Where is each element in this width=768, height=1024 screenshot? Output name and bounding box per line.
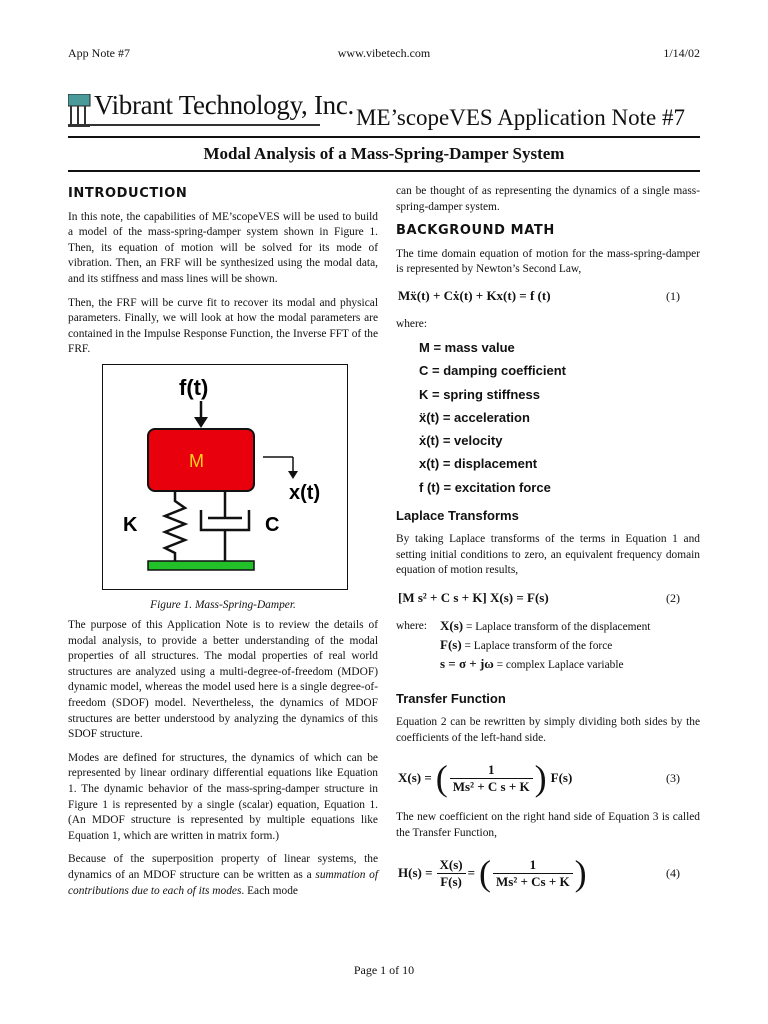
force-label: f(t)	[179, 375, 209, 400]
laplace-definitions	[440, 617, 650, 674]
equation-1-number: (1)	[666, 289, 680, 303]
damper-label: C	[265, 514, 280, 536]
equation-1: Mẍ(t) + Cẋ(t) + Kx(t) = f (t)	[398, 288, 551, 303]
laplace-paragraph-wrap	[396, 532, 700, 587]
eq4-ratio-top: X(s)	[437, 857, 466, 874]
header-center[interactable]: www.vibetech.com	[337, 46, 431, 60]
subtitle-divider	[68, 170, 700, 172]
equation-4	[398, 851, 589, 895]
laplace-def-s-symbol: s = σ + jω	[440, 656, 494, 671]
transfer-paragraph-wrap	[396, 715, 700, 754]
laplace-def-s	[440, 655, 650, 674]
company-logo-text: Vibrant Technology, Inc.	[94, 90, 354, 120]
intro-paragraph-1: In this note, the capabilities of ME’scopeVES will be used to build a model of the mass-spring-damper system shown in Figure 1. Then, its equation of motion will be solved for its mode of vibration. Then, an FRF will be synthesized using the modal data, and its stiffness and mass lines will be shown.	[68, 210, 378, 285]
equation-3	[398, 756, 572, 800]
definition-force: f (t) = excitation force	[419, 479, 551, 495]
definition-stiffness: K = spring stiffness	[419, 386, 540, 402]
figure-1	[102, 364, 348, 590]
body-paragraph-5	[68, 852, 378, 899]
body-paragraph-3: The purpose of this Application Note is to review the details of modal analysis, to provide a better understanding of the modal properties of all structures. The modal properties of real world structures are analyzed using a multi-degree-of-freedom (MDOF) dynamic model, whereas the model used here is a single degree-of-freedom (SDOF) model. Nevertheless, the dynamics of MDOF structures are better understood by analyzing the dynamics of this SDOF structure.	[68, 619, 378, 741]
eq4-denominator: Ms² + Cs + K	[496, 873, 570, 889]
laplace-def-x-symbol: X(s)	[440, 618, 464, 633]
transfer-paragraph-2: The new coefficient on the right hand side of Equation 3 is called the Transfer Function,	[396, 811, 700, 839]
mass-label: M	[189, 451, 204, 471]
right-paragraph-1: The time domain equation of motion for the mass-spring-damper is represented by Newton’s Second Law,	[396, 247, 700, 276]
page-subtitle: Modal Analysis of a Mass-Spring-Damper System	[203, 144, 565, 163]
definition-displacement: x(t) = displacement	[419, 456, 538, 472]
eq4-equals: =	[467, 865, 476, 880]
header-right: 1/14/02	[663, 46, 700, 60]
eq4-paren-open: (	[479, 853, 492, 893]
transfer-paragraph: Equation 2 can be rewritten by simply dividing both sides by the coefficients of the left-hand side.	[396, 716, 700, 744]
eq3-rhs: F(s)	[550, 770, 573, 785]
company-logo-icon	[68, 94, 92, 128]
disp-label: x(t)	[289, 482, 321, 504]
background-math-heading: BACKGROUND MATH	[396, 223, 555, 239]
body-paragraph-4: Modes are defined for structures, the dynamics of which can be represented by linear ordinary differential equations like Equation 1. The dynamic behavior of the mass-spring-damper structure in Figure 1 is represented by a single (scalar) equation, Equation 1. (An MDOF structure is represented by multiple equations like Equation 1, which are written in matrix form.)	[68, 751, 378, 842]
equation-2-number: (2)	[666, 591, 680, 605]
laplace-paragraph: By taking Laplace transforms of the terms in Equation 1 and setting initial conditions to zero, an equivalent frequency domain equation of motion results,	[396, 533, 700, 577]
eq4-paren-close: )	[574, 853, 587, 893]
equation-3-number: (3)	[666, 771, 680, 785]
header-left: App Note #7	[68, 46, 130, 60]
laplace-def-f-text: = Laplace transform of the force	[461, 640, 613, 652]
spring-label: K	[123, 514, 138, 536]
equation-4-number: (4)	[666, 866, 680, 880]
title-divider	[68, 136, 700, 138]
left-column	[68, 186, 378, 366]
eq4-ratio-bottom: F(s)	[440, 873, 462, 889]
transfer-function-heading: Transfer Function	[396, 691, 506, 706]
laplace-def-x-text: = Laplace transform of the displacement	[463, 621, 651, 633]
disp-arrowhead-icon	[288, 471, 298, 479]
where-label-2: where:	[396, 620, 427, 632]
eq3-denominator: Ms² + C s + K	[452, 778, 530, 794]
page-title: ME’scopeVES Application Note #7	[356, 105, 685, 130]
equation-2: [M s² + C s + K] X(s) = F(s)	[398, 590, 549, 605]
transfer-paragraph-2-wrap	[396, 810, 700, 849]
p5-text-c: . Each mode	[241, 884, 298, 897]
definitions-list	[419, 336, 566, 499]
logo-rule	[68, 124, 320, 126]
definition-velocity: ẋ(t) = velocity	[419, 433, 503, 449]
left-column-lower	[68, 618, 378, 907]
eq3-lhs: X(s) =	[398, 770, 432, 785]
ground	[148, 561, 254, 570]
eq4-numerator: 1	[493, 857, 573, 874]
force-arrowhead-icon	[194, 417, 208, 428]
p5-italic: summation of contributions due to each of its modes	[68, 868, 378, 897]
intro-heading: INTRODUCTION	[68, 186, 188, 201]
definition-mass: M = mass value	[419, 340, 515, 355]
laplace-heading: Laplace Transforms	[396, 508, 519, 523]
page-number: Page 1 of 10	[353, 963, 415, 977]
where-label-1: where:	[396, 318, 427, 330]
right-paragraph-0: can be thought of as representing the dynamics of a single mass-spring-damper system.	[396, 185, 700, 213]
p5-text-a: Because of the superposition property of linear systems, the dynamics of an MDOF structure can be written as a	[68, 853, 378, 881]
definition-acceleration: ẍ(t) = acceleration	[419, 409, 530, 425]
eq3-numerator: 1	[450, 762, 533, 779]
right-column	[396, 184, 700, 286]
laplace-def-s-text: = complex Laplace variable	[493, 659, 624, 671]
laplace-def-f	[440, 636, 650, 655]
eq3-paren-open: (	[435, 758, 448, 798]
eq3-paren-close: )	[534, 758, 547, 798]
eq4-fraction	[493, 857, 573, 890]
eq4-ratio	[437, 857, 466, 890]
intro-paragraph-2: Then, the FRF will be curve fit to recover its modal and physical parameters. Finally, we will look at how the modal parameters are contained in the Impulse Response Function, the Inverse FFT of the FRF.	[68, 296, 378, 356]
spring	[165, 491, 185, 561]
laplace-def-x	[440, 617, 650, 636]
definition-damping: C = damping coefficient	[419, 363, 566, 379]
figure-caption: Figure 1. Mass-Spring-Damper.	[150, 599, 296, 611]
laplace-def-f-symbol: F(s)	[440, 637, 462, 652]
eq3-fraction	[450, 762, 533, 795]
eq4-lhs: H(s) =	[398, 865, 433, 880]
